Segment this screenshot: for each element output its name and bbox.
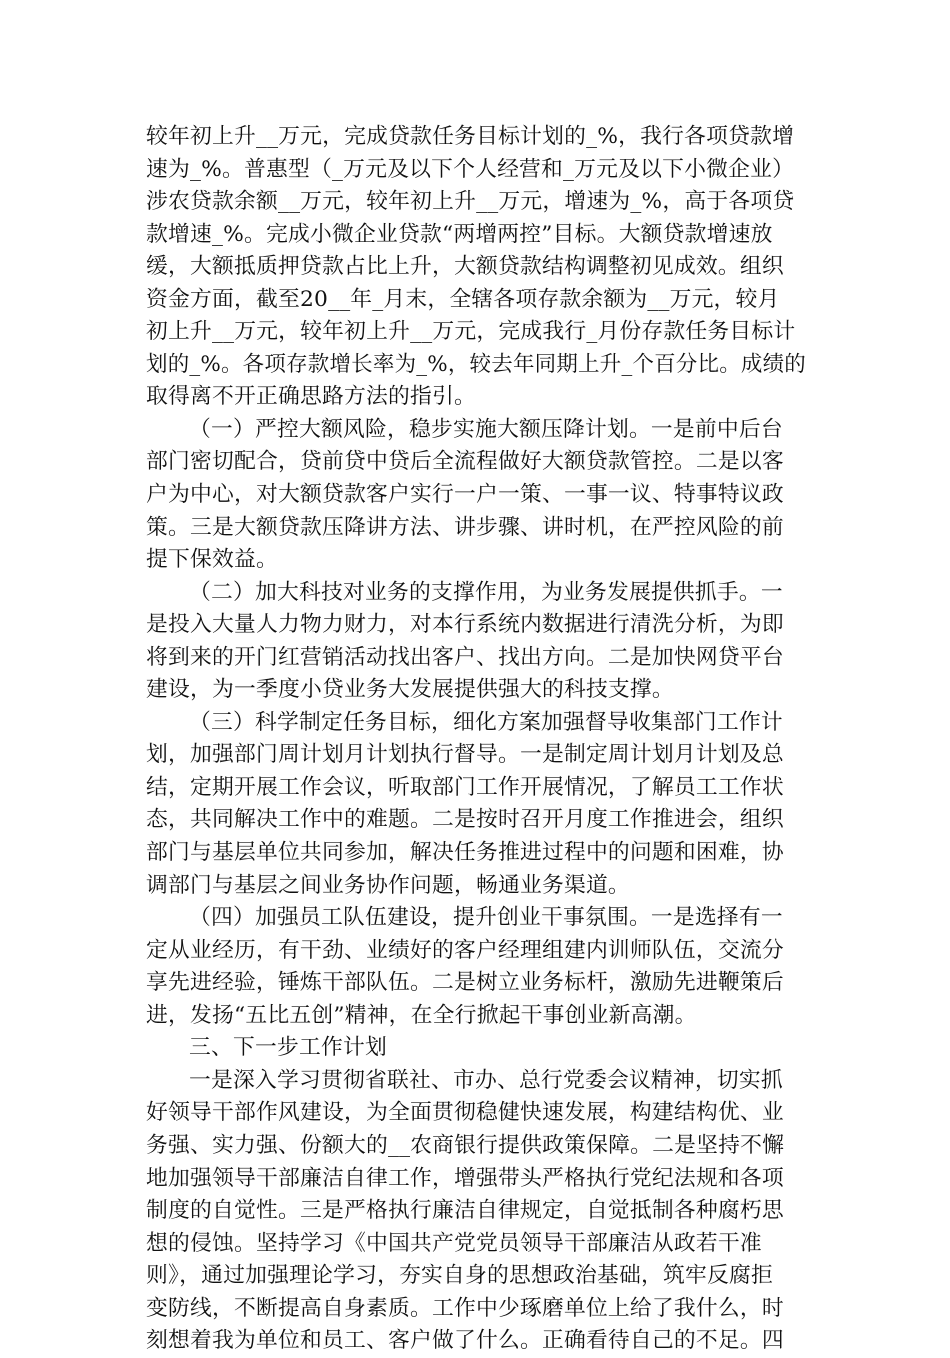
text-line: 建设，为一季度小贷业务大发展提供强大的科技支撑。 <box>146 677 674 703</box>
text-line: 初上升__万元，较年初上升__万元，完成我行_月份存款任务目标计 <box>146 319 796 345</box>
text-line: 结，定期开展工作会议，听取部门工作开展情况，了解员工工作状 <box>146 774 784 800</box>
text-line: 好领导干部作风建设，为全面贯彻稳健快速发展，构建结构优、业 <box>146 1100 784 1126</box>
text-line: 划的_%。各项存款增长率为_%，较去年同期上升_个百分比。成绩的 <box>146 351 807 377</box>
text-line: 资金方面，截至20__年_月末，全辖各项存款余额为__万元，较月 <box>146 286 780 312</box>
text-line: 调部门与基层之间业务协作问题，畅通业务渠道。 <box>146 872 630 898</box>
text-line: 将到来的开门红营销活动找出客户、找出方向。二是加快网贷平台 <box>146 644 784 670</box>
paragraph-first-line: （三）科学制定任务目标，细化方案加强督导收集部门工作计 <box>189 709 783 735</box>
text-line: 款增速_%。完成小微企业贷款“两增两控”目标。大额贷款增速放 <box>146 221 773 247</box>
text-line: 是投入大量人力物力财力，对本行系统内数据进行清洗分析，为即 <box>146 612 784 638</box>
text-line: 提下保效益。 <box>146 547 278 573</box>
text-line: 策。三是大额贷款压降讲方法、讲步骤、讲时机，在严控风险的前 <box>146 514 784 540</box>
text-line: 进，发扬“五比五创”精神，在全行掀起干事创业新高潮。 <box>146 1002 697 1028</box>
text-line: 速为_%。普惠型（_万元及以下个人经营和_万元及以下小微企业） <box>146 156 795 182</box>
paragraph-first-line: （一）严控大额风险，稳步实施大额压降计划。一是前中后台 <box>189 416 783 442</box>
text-line: 制度的自觉性。三是严格执行廉洁自律规定，自觉抵制各种腐朽思 <box>146 1198 784 1224</box>
text-line: 变防线，不断提高自身素质。工作中少琢磨单位上给了我什么，时 <box>146 1295 784 1321</box>
text-line: 想的侵蚀。坚持学习《中国共产党党员领导干部廉洁从政若干准 <box>146 1230 762 1256</box>
text-line: 刻想着我为单位和员工、客户做了什么。正确看待自己的不足。四 <box>146 1328 784 1354</box>
paragraph-first-line: 一是深入学习贯彻省联社、市办、总行党委会议精神，切实抓 <box>189 1067 783 1093</box>
text-line: 地加强领导干部廉洁自律工作，增强带头严格执行党纪法规和各项 <box>146 1165 784 1191</box>
text-line: 缓，大额抵质押贷款占比上升，大额贷款结构调整初见成效。组织 <box>146 254 784 280</box>
text-line: 务强、实力强、份额大的__农商银行提供政策保障。二是坚持不懈 <box>146 1132 785 1158</box>
paragraph-first-line: 三、下一步工作计划 <box>189 1035 387 1061</box>
paragraph-first-line: （二）加大科技对业务的支撑作用，为业务发展提供抓手。一 <box>189 579 783 605</box>
text-line: 划，加强部门周计划月计划执行督导。一是制定周计划月计划及总 <box>146 742 784 768</box>
text-line: 部门与基层单位共同参加，解决任务推进过程中的问题和困难，协 <box>146 840 784 866</box>
text-line: 较年初上升__万元，完成贷款任务目标计划的_%，我行各项贷款增 <box>146 124 795 149</box>
text-line: 部门密切配合，贷前贷中贷后全流程做好大额贷款管控。二是以客 <box>146 449 784 475</box>
text-line: 定从业经历，有干劲、业绩好的客户经理组建内训师队伍，交流分 <box>146 937 784 963</box>
text-line: 涉农贷款余额__万元，较年初上升__万元，增速为_%，高于各项贷 <box>146 189 795 215</box>
text-line: 态，共同解决工作中的难题。二是按时召开月度工作推进会，组织 <box>146 807 784 833</box>
text-line: 则》，通过加强理论学习，夯实自身的思想政治基础，筑牢反腐拒 <box>146 1263 774 1289</box>
text-line: 享先进经验，锤炼干部队伍。二是树立业务标杆，激励先进鞭策后 <box>146 970 784 996</box>
document-body <box>146 121 806 1358</box>
paragraph-first-line: （四）加强员工队伍建设，提升创业干事氛围。一是选择有一 <box>189 905 783 931</box>
text-line: 取得离不开正确思路方法的指引。 <box>146 384 476 410</box>
text-line: 户为中心，对大额贷款客户实行一户一策、一事一议、特事特议政 <box>146 482 784 508</box>
